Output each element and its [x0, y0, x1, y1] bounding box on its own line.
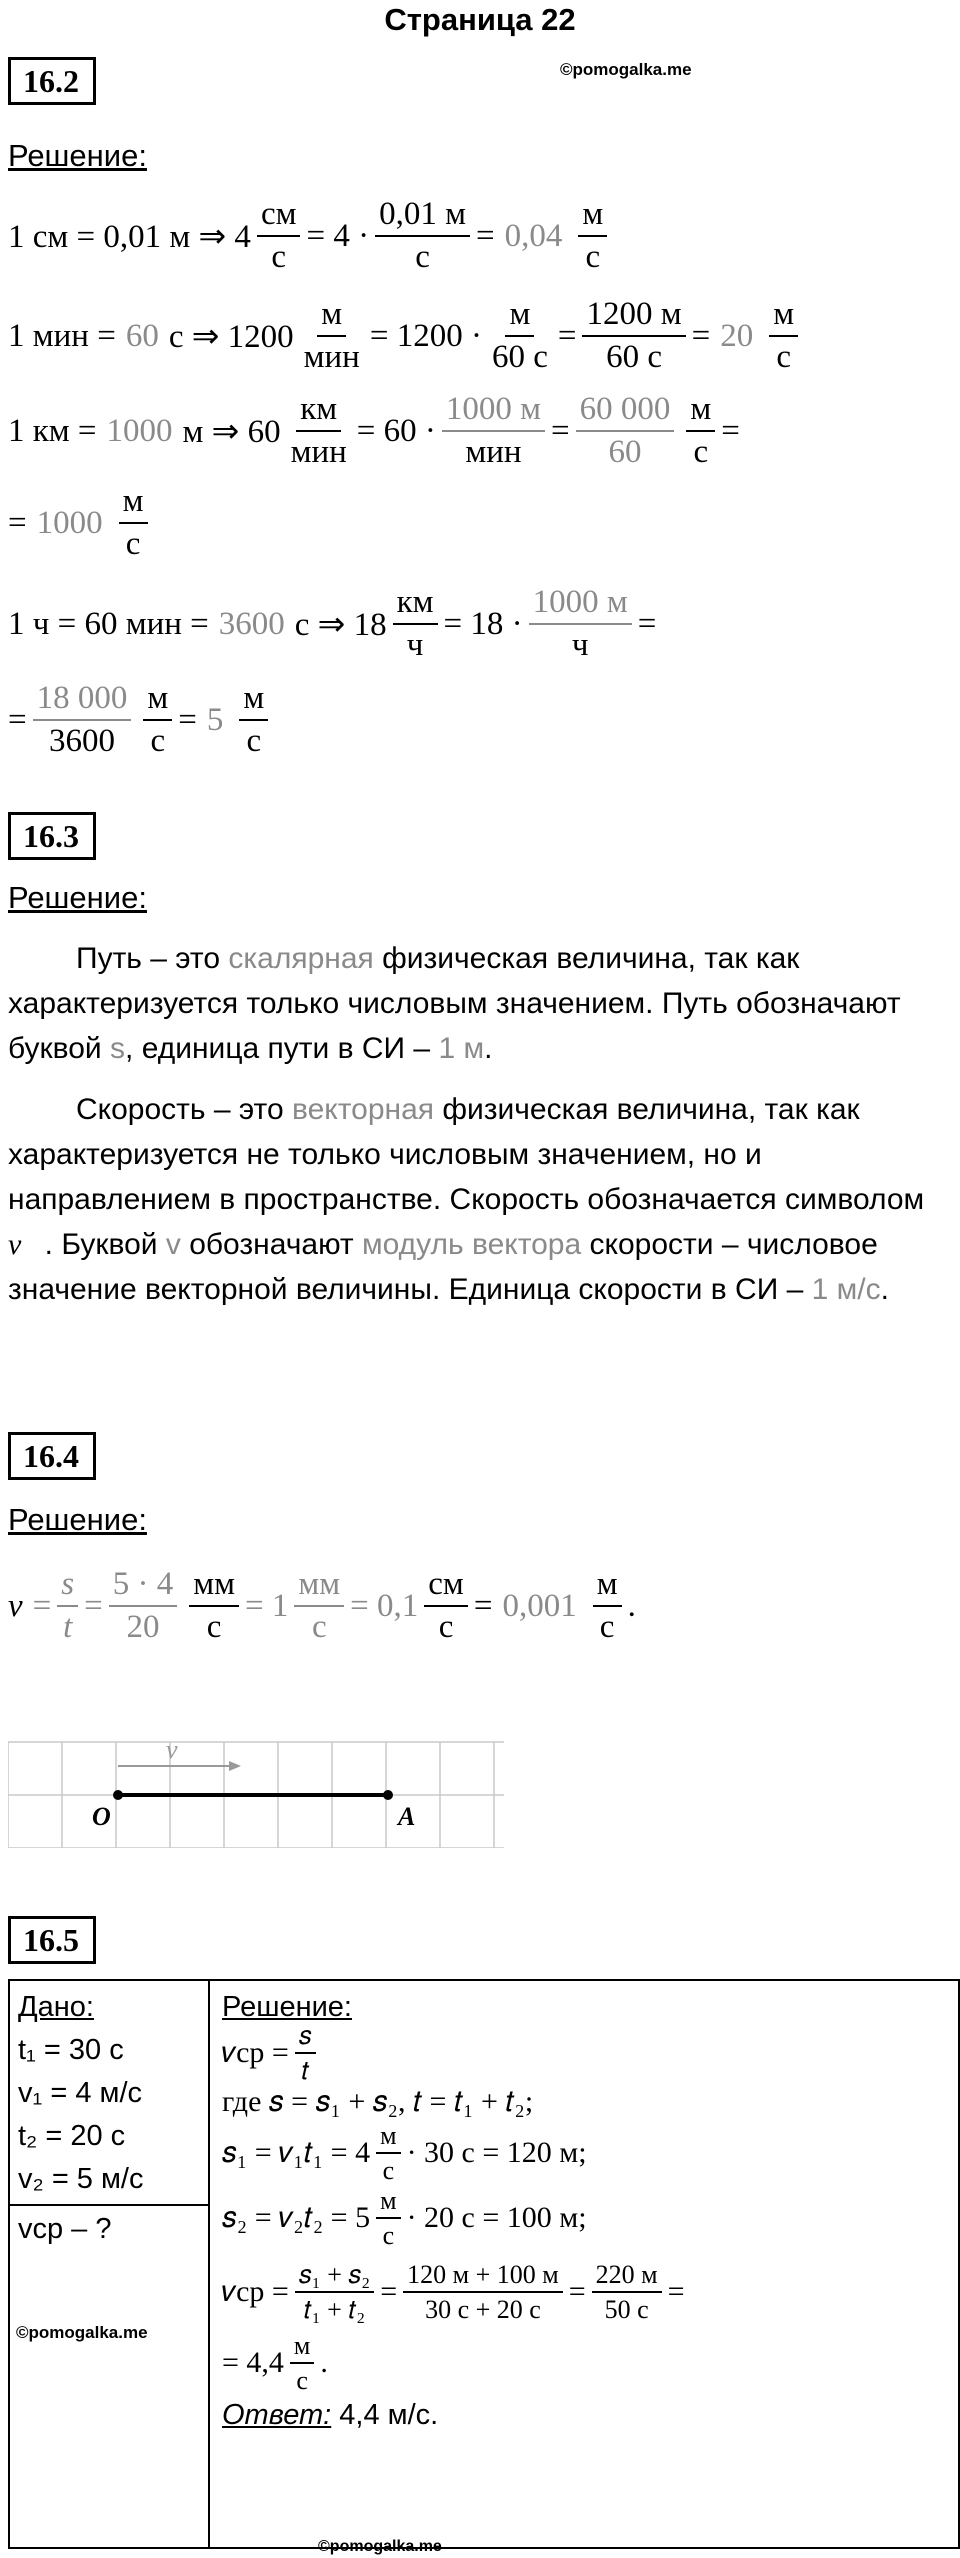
problem-number-16-2: 16.2: [8, 57, 96, 105]
formula-line: 𝑣ср = $\frac{\text{𝑠₁ + 𝑠₂}}{\text{𝑡₁ + 𝑡₂}}$ = $\frac{120 м + 100 м}{30 с + 20 с}$ = $\frac{220 м}{50 с}$ =: [222, 2259, 685, 2324]
given-item: t₂ = 20 с: [18, 2120, 126, 2152]
solution-label: Решение:: [8, 1502, 147, 1537]
equation-row-2: 1 мин = 60 с ⇒ 1200 $\frac{м}{\text{мин}}$ = 1200 · $\frac{м}{60 с}$ = $\frac{1200 м}{60 с}$ = 20 $\frac{м}{с}$: [8, 288, 804, 384]
equation-16-4: v = $\frac{s}{t}$ = $\frac{5 \cdot 4}{20}$ $\frac{мм}{с}$ = 1 $\frac{мм}{с}$ = 0,1 $\frac{см}{с}$ = 0,001 $\frac{м}{с}$ .: [8, 1566, 636, 1645]
given-label: Дано:: [18, 1991, 94, 2023]
find-item: vср – ?: [18, 2213, 112, 2245]
grid-figure: [8, 1730, 504, 1848]
paragraph-path: Путь – это скалярная физическая величина, так как характеризуется только числовым значением. Путь обозначают буквой s, единица пути в СИ – 1 м.: [8, 942, 901, 1065]
formula-line: 𝑣ср = $\frac{\text{𝑠}}{\text{𝑡}}$: [222, 2023, 322, 2083]
equation-row-3: 1 км = 1000 м ⇒ 60 $\frac{км}{\text{мин}}$ = 60 · $\frac{1000 м}{\text{мин}}$ = $\frac{60 000}{60}$ $\frac{м}{с}$ =: [8, 391, 740, 470]
velocity-vector-label: v⃗: [166, 1735, 198, 1764]
solution-label: Решение:: [8, 880, 147, 915]
point-a-label: A: [398, 1802, 416, 1831]
problem-number-16-4: 16.4: [8, 1432, 96, 1480]
watermark: ©pomogalka.me: [318, 2538, 442, 2555]
given-item: t₁ = 30 с: [18, 2034, 124, 2066]
equation-row-1: 1 см = 0,01 м ⇒ 4 $\frac{см}{с}$ = 4 · $\frac{0,01 м}{с}$ = 0,04 $\frac{м}{с}$: [8, 188, 613, 284]
formula-line: где 𝑠 = 𝑠₁ + 𝑠₂, 𝑡 = 𝑡₁ + 𝑡₂;: [222, 2085, 534, 2118]
solution-label: Решение:: [222, 1991, 352, 2023]
given-item: v₂ = 5 м/с: [18, 2163, 144, 2195]
formula-line: 𝑠₂ = 𝑣₂𝑡₂ = 5 $\frac{м}{с}$ · 20 с = 100 м;: [222, 2185, 587, 2250]
formula-line: = 4,4 $\frac{м}{с}$ .: [222, 2330, 328, 2395]
given-item: v₁ = 4 м/с: [18, 2077, 143, 2109]
watermark: ©pomogalka.me: [16, 2323, 148, 2342]
problem-number-16-3: 16.3: [8, 812, 96, 860]
equation-row-6: = $\frac{18 000}{3600}$ $\frac{м}{с}$ = 5 $\frac{м}{с}$: [8, 672, 274, 768]
equation-row-5: 1 ч = 60 мин = 3600 с ⇒ 18 $\frac{км}{ч}$ = 18 · $\frac{1000 м}{ч}$ =: [8, 584, 657, 663]
point-o-label: O: [92, 1802, 111, 1831]
problem-number-16-5: 16.5: [8, 1916, 96, 1964]
solution-label: Решение:: [8, 138, 147, 173]
formula-line: 𝑠₁ = 𝑣₁𝑡₁ = 4 $\frac{м}{с}$ · 30 с = 120 м;: [222, 2120, 587, 2185]
solution-table: [8, 1979, 960, 2549]
paragraph-velocity: Скорость – это векторная физическая величина, так как характеризуется не только числовым значением, но и направлением в пространстве. Скорость обозначается символом v⃗. Буквой v обозначают модуль вектора скорости – числовое значение векторной величины. Единица скорости в СИ – 1 м/с.: [8, 1093, 925, 1306]
watermark: ©pomogalka.me: [560, 60, 692, 79]
page-title: Страница 22: [384, 2, 576, 37]
equation-row-4: = 1000 $\frac{м}{с}$: [8, 475, 154, 571]
answer-line: Ответ: 4,4 м/с.: [222, 2399, 439, 2431]
